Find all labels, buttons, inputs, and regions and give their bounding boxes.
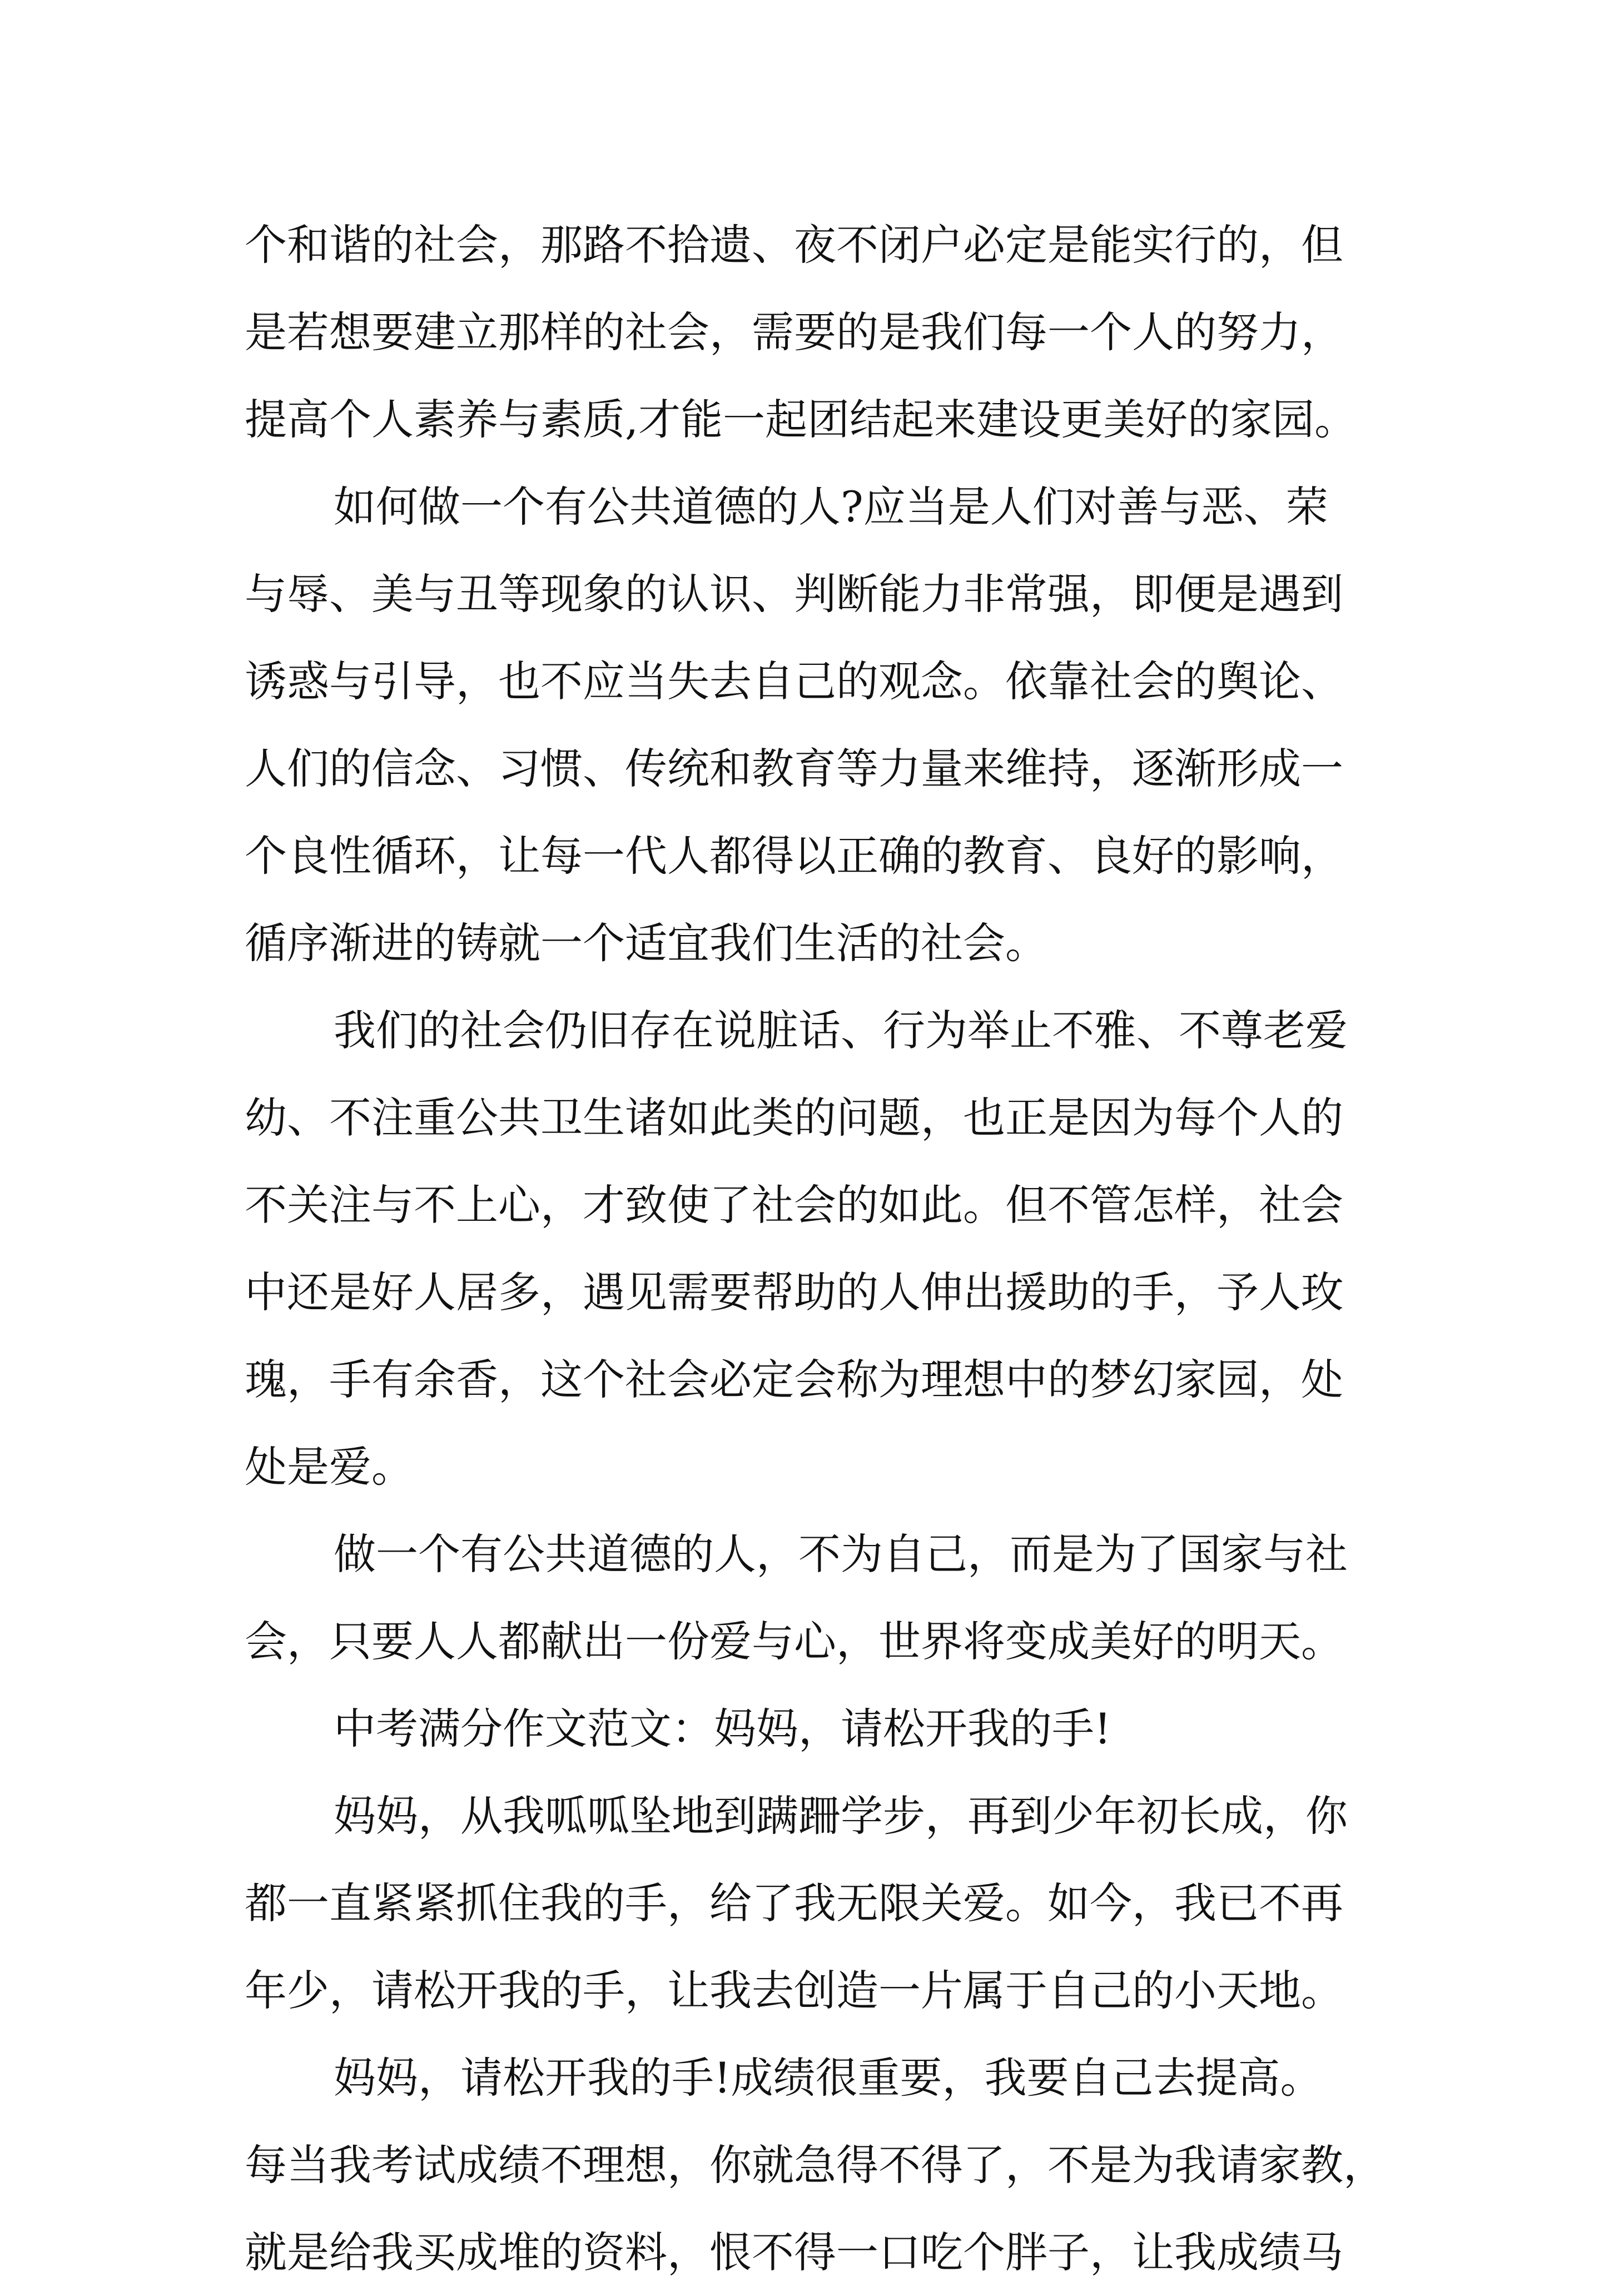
paragraph-first-line: 如何做一个有公共道德的人?应当是人们对善与恶、荣	[334, 482, 1328, 531]
text-line: 中还是好人居多，遇见需要帮助的人伸出援助的手，予人玫	[245, 1268, 1343, 1317]
text-line: 诱惑与引导，也不应当失去自己的观念。依靠社会的舆论、	[245, 657, 1343, 706]
text-line: 就是给我买成堆的资料，恨不得一口吃个胖子，让我成绩马	[245, 2228, 1343, 2277]
paragraph-first-line: 妈妈，从我呱呱坠地到蹒跚学步，再到少年初长成，你	[334, 1791, 1348, 1841]
text-line: 都一直紧紧抓住我的手，给了我无限关爱。如今，我已不再	[245, 1878, 1343, 1928]
paragraph-first-line: 妈妈，请松开我的手!成绩很重要，我要自己去提高。	[334, 2053, 1323, 2103]
text-line: 个和谐的社会，那路不拾遗、夜不闭户必定是能实行的，但	[245, 220, 1343, 270]
essay-title: 中考满分作文范文：妈妈，请松开我的手!	[334, 1704, 1111, 1753]
text-line: 每当我考试成绩不理想，你就急得不得了，不是为我请家教，	[245, 2140, 1385, 2190]
paragraph-first-line: 我们的社会仍旧存在说脏话、行为举止不雅、不尊老爱	[334, 1006, 1348, 1055]
text-line: 提高个人素养与素质,才能一起团结起来建设更美好的家园。	[245, 395, 1357, 444]
text-line: 与辱、美与丑等现象的认识、判断能力非常强，即便是遇到	[245, 569, 1343, 619]
text-line: 幼、不注重公共卫生诸如此类的问题，也正是因为每个人的	[245, 1093, 1343, 1142]
body-text	[245, 201, 1385, 2296]
text-line: 不关注与不上心，才致使了社会的如此。但不管怎样，社会	[245, 1180, 1343, 1230]
paragraph-first-line: 做一个有公共道德的人，不为自己，而是为了国家与社	[334, 1529, 1348, 1579]
text-line: 人们的信念、习惯、传统和教育等力量来维持，逐渐形成一	[245, 744, 1343, 793]
text-line: 瑰，手有余香，这个社会必定会称为理想中的梦幻家园，处	[245, 1355, 1343, 1404]
text-line: 处是爱。	[245, 1442, 414, 1492]
text-line: 个良性循环，让每一代人都得以正确的教育、良好的影响，	[245, 831, 1343, 881]
text-line: 会，只要人人都献出一份爱与心，世界将变成美好的明天。	[245, 1617, 1343, 1666]
text-line: 是若想要建立那样的社会，需要的是我们每一个人的努力，	[245, 307, 1343, 357]
text-line: 年少，请松开我的手，让我去创造一片属于自己的小天地。	[245, 1966, 1343, 2015]
text-line: 循序渐进的铸就一个适宜我们生活的社会。	[245, 918, 1047, 968]
